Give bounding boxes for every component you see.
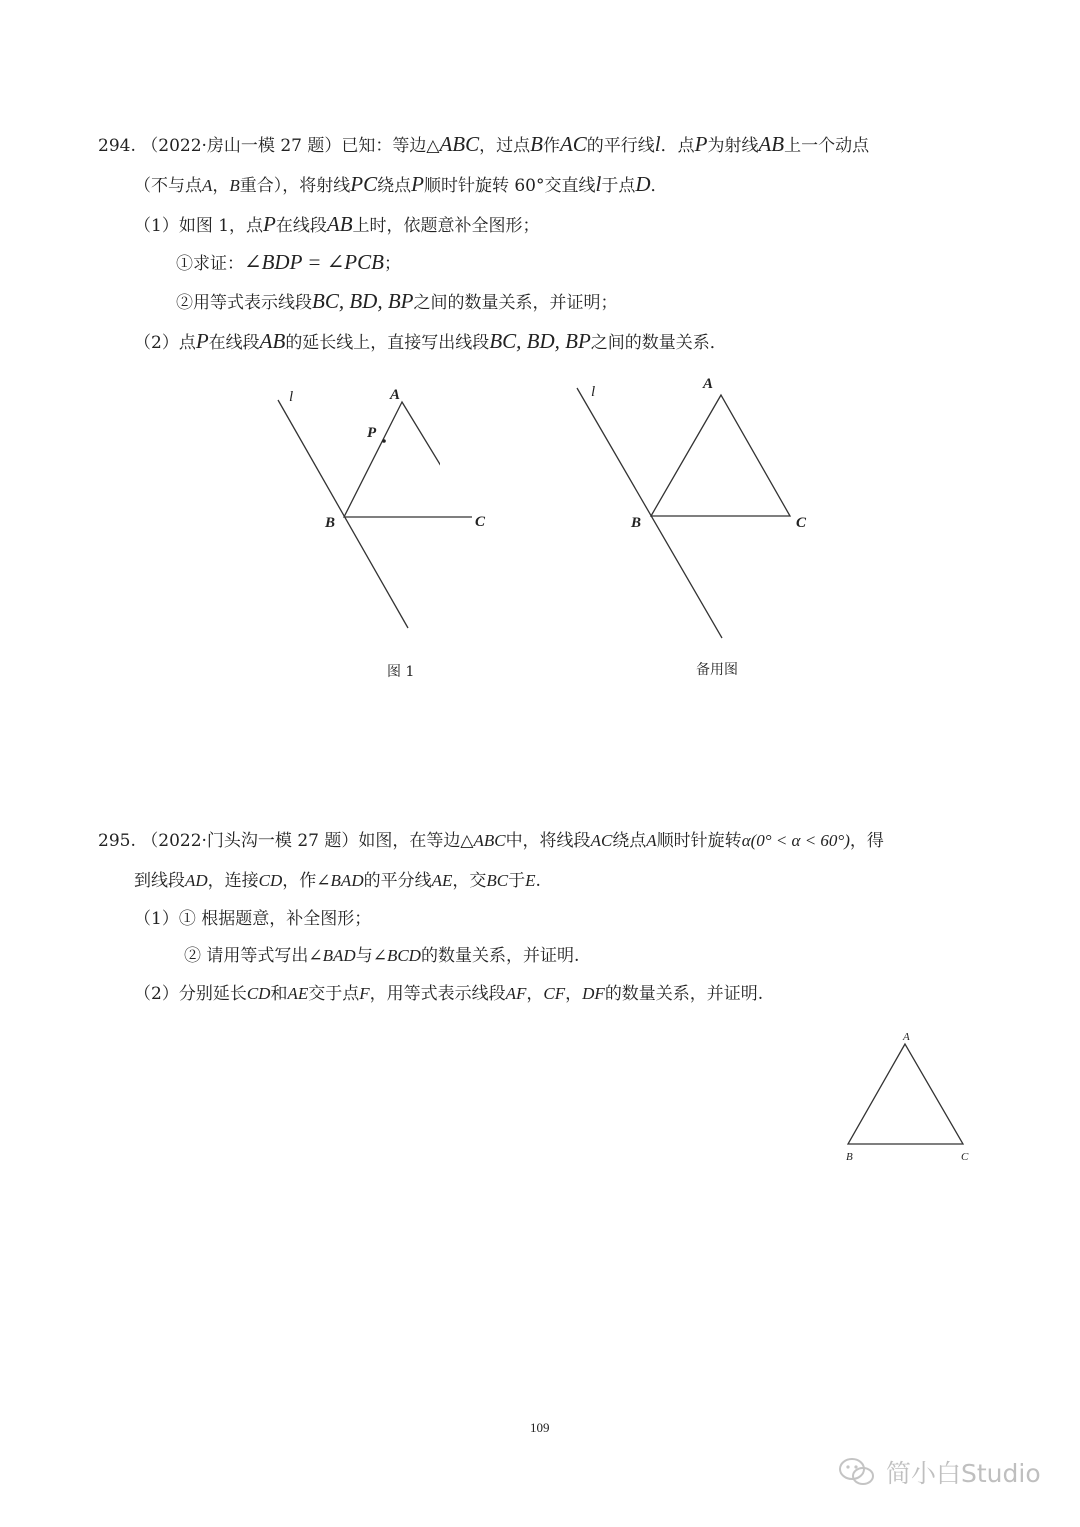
q295-part1-2: ② 请用等式写出∠BAD与∠BCD的数量关系，并证明. <box>184 946 580 966</box>
q294-line1: 294. （2022·房山一模 27 题）已知：等边△ABC，过点B作AC的平行线l．点P为射线AB上一个动点 <box>98 132 870 156</box>
label-b: B <box>325 515 336 531</box>
page-number: 109 <box>530 1420 550 1435</box>
q294-part2: （2）点P在线段AB的延长线上，直接写出线段BC, BD, BP之间的数量关系． <box>134 329 727 353</box>
label-b: B <box>631 515 642 531</box>
wechat-icon <box>838 1456 876 1488</box>
line-l <box>577 388 722 638</box>
label-p: P <box>367 425 377 441</box>
triangle-abc <box>344 402 440 517</box>
q294-line2: （不与点A，B重合），将射线PC绕点P顺时针旋转 60°交直线l于点D． <box>134 172 668 196</box>
label-l: l <box>591 384 596 400</box>
q294-part1: （1）如图 1，点P在线段AB上时，依题意补全图形； <box>134 212 540 236</box>
question-number: 295. <box>98 831 136 851</box>
triangle-abc <box>651 395 790 516</box>
figure-1-c-area <box>440 375 500 555</box>
question-source: （2022·门头沟一模 27 题） <box>141 831 359 851</box>
q295-line1: 295. （2022·门头沟一模 27 题）如图，在等边△ABC中，将线段AC绕点A顺时针旋转α(0° < α < 60°)，得 <box>98 831 884 851</box>
figure-1 <box>260 375 440 645</box>
label-a: A <box>703 376 714 392</box>
question-number: 294. <box>98 136 136 156</box>
triangle-abc <box>848 1044 963 1144</box>
figure-295 <box>835 1025 985 1170</box>
label-c: C <box>475 514 486 530</box>
q295-part2: （2）分别延长CD和AE交于点F，用等式表示线段AF，CF，DF的数量关系，并证明. <box>134 984 764 1004</box>
figure-backup-caption: 备用图 <box>696 662 738 678</box>
figure-backup <box>565 370 825 650</box>
q295-line2: 到线段AD，连接CD，作∠BAD的平分线AE，交BC于E. <box>134 871 541 891</box>
label-c: C <box>961 1151 969 1163</box>
label-a: A <box>390 387 401 403</box>
label-b: B <box>846 1151 853 1163</box>
watermark-text: 简小白Studio <box>886 1459 1041 1488</box>
q294-part1-1: ①求证：∠BDP = ∠PCB； <box>176 250 401 274</box>
watermark <box>838 1452 1041 1492</box>
line-l <box>278 400 408 628</box>
label-c: C <box>796 515 807 531</box>
figure-1-caption: 图 1 <box>387 664 415 680</box>
point-p <box>382 439 386 443</box>
question-source: （2022·房山一模 27 题） <box>141 136 342 156</box>
label-l: l <box>289 389 294 405</box>
q294-part1-2: ②用等式表示线段BC, BD, BP之间的数量关系，并证明； <box>176 289 618 313</box>
label-a: A <box>903 1031 910 1043</box>
q295-part1: （1）① 根据题意，补全图形； <box>134 909 372 929</box>
